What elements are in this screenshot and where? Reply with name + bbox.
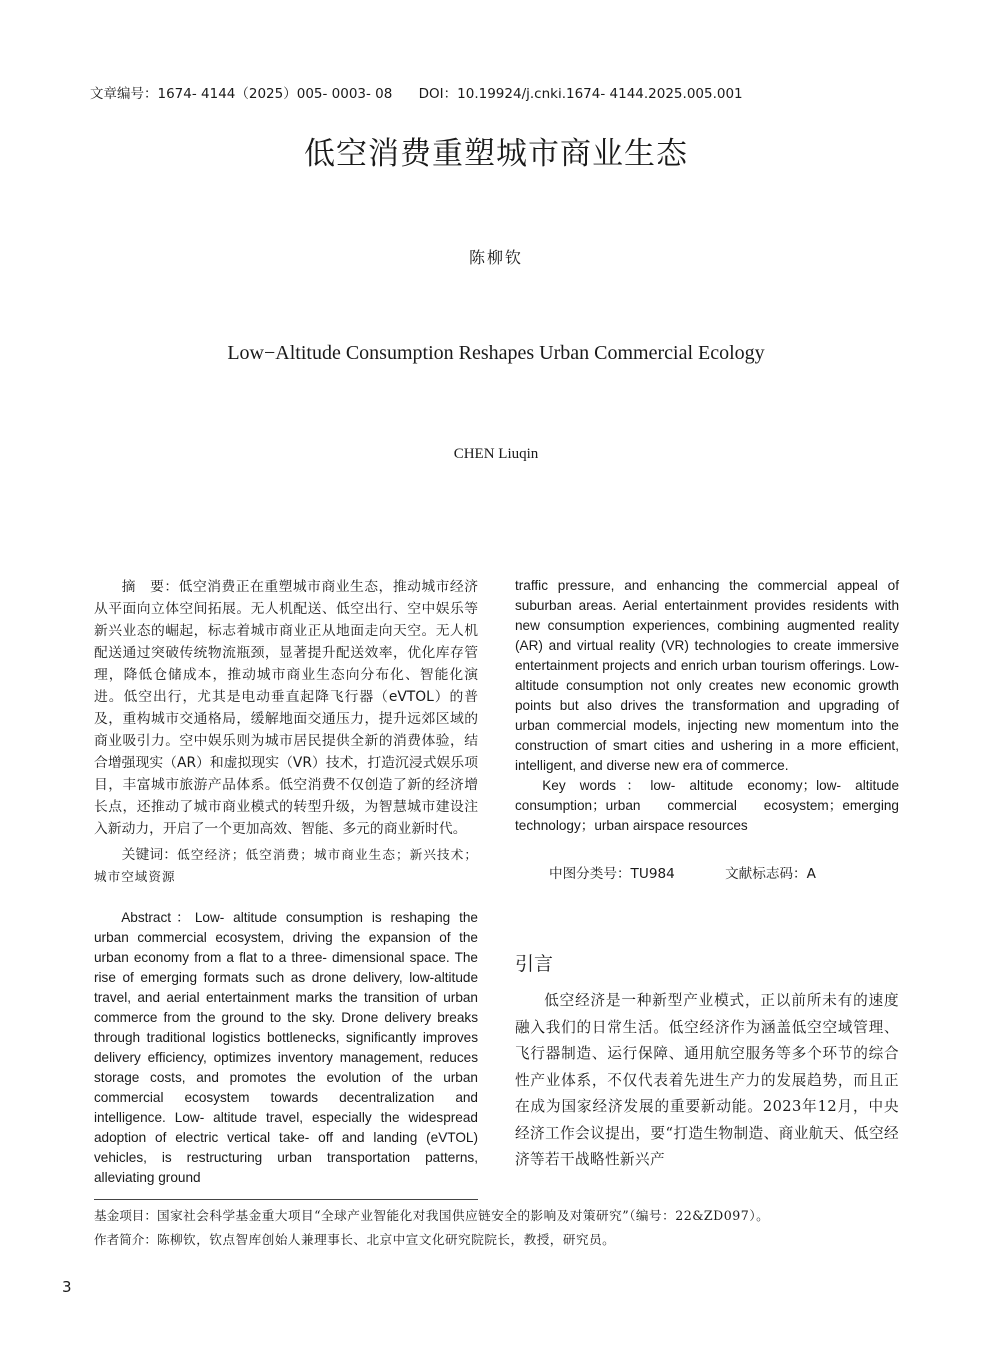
article-meta-line: [90, 82, 743, 102]
author-bio-text: 陈柳钦，钦点智库创始人兼理事长、北京中宣文化研究院院长，教授，研究员。: [156, 1232, 616, 1247]
keywords-en-label: Key words：: [542, 778, 651, 793]
footnote-fund: [94, 1205, 769, 1224]
author-bio-label: 作者简介：: [94, 1232, 157, 1247]
footnote-author: [94, 1229, 615, 1248]
abstract-en-part2: traffic pressure, and enhancing the commercial appeal of suburban areas. Aerial entertainment provides residents with new consumption experiences, combining augmented reality (AR) and virtual reality (VR) technologies to create immersive entertainment projects and enrich urban tourism offerings. Low- altitude consumption not only creates new economic growth points but also drives the transformation and upgrading of urban commercial models, injecting new momentum into the construction of smart cities and ushering in a more efficient, intelligent, and diverse new era of commerce.: [515, 578, 899, 773]
keywords-cn-text: 低空经济；低空消费；城市商业生态；新兴技术；城市空域资源: [94, 847, 479, 884]
page-number: 3: [62, 1278, 72, 1296]
author-en: CHEN Liuqin: [453, 446, 539, 462]
abstract-cn-label: 摘 要：: [121, 579, 179, 595]
abstract-cn: [94, 576, 478, 840]
right-column: [515, 576, 899, 1174]
abstract-cn-text: 低空消费正在重塑城市商业生态，推动城市经济从平面向立体空间拓展。无人机配送、低空出行、空中娱乐等新兴业态的崛起，标志着城市商业正从地面走向天空。无人机配送通过突破传统物流瓶颈，显著提升配送效率，优化库存管理，降低仓储成本，推动城市商业生态向分布化、智能化演进。低空出行，尤其是电动垂直起降飞行器（eVTOL）的普及，重构城市交通格局，缓解地面交通压力，提升远郊区域的商业吸引力。空中娱乐则为城市居民提供全新的消费体验，结合增强现实（AR）和虚拟现实（VR）技术，打造沉浸式娱乐项目，丰富城市旅游产品体系。低空消费不仅创造了新的经济增长点，还推动了城市商业模式的转型升级，为智慧城市建设注入新动力，开启了一个更加高效、智能、多元的商业新时代。: [94, 579, 479, 837]
keywords-en: [515, 776, 899, 836]
document-code: 文献标志码：A: [725, 866, 816, 882]
title-en: Low−Altitude Consumption Reshapes Urban Commercial Ecology: [227, 342, 765, 364]
keywords-cn: [94, 844, 478, 888]
section-heading-intro: 引言: [515, 953, 554, 975]
abstract-en-part1: [94, 908, 478, 1188]
abstract-en-label: Abstract：: [121, 910, 195, 925]
abstract-en-text-left: Low- altitude consumption is reshaping the urban commercial ecosystem, driving the expansion of the urban economy from a flat to a three- dimensional space. The rise of emerging formats such as drone delivery, low-altitude travel, and aerial entertainment marks the transition of urban commerce from the ground to the sky. Drone delivery breaks through traditional logistics bottlenecks, significantly improves delivery efficiency, optimizes inventory management, reduces storage costs, and promotes the evolution of the urban commercial ecosystem towards decentralization and intelligence. Low- altitude travel, especially the widespread adoption of electric vertical take- off and landing (eVTOL) vehicles, is restructuring urban transportation patterns, alleviating ground: [94, 910, 478, 1185]
fund-label: 基金项目：: [94, 1208, 157, 1223]
title-cn: 低空消费重塑城市商业生态: [304, 136, 688, 172]
left-column: [94, 576, 478, 1188]
doi: DOI：10.19924/j.cnki.1674- 4144.2025.005.001: [418, 86, 743, 102]
classification-line: [515, 864, 899, 884]
keywords-en-text: low- altitude economy；low- altitude consumption；urban commercial ecosystem；emerging technology；urban airspace resources: [515, 778, 899, 833]
clc-number: 中图分类号：TU984: [549, 866, 675, 882]
article-id: 文章编号：1674- 4144（2025）005- 0003- 08: [90, 86, 393, 102]
footnote-divider: [94, 1199, 478, 1200]
keywords-cn-label: 关键词：: [121, 847, 178, 863]
fund-text: 国家社会科学基金重大项目“全球产业智能化对我国供应链安全的影响及对策研究”（编号：22&ZD097）。: [156, 1208, 770, 1223]
intro-paragraph: 低空经济是一种新型产业模式，正以前所未有的速度融入我们的日常生活。低空经济作为涵盖低空空域管理、飞行器制造、运行保障、通用航空服务等多个环节的综合性产业体系，不仅代表着先进生产力的发展趋势，而且正在成为国家经济发展的重要新动能。2023年12月，中央经济工作会议提出，要“打造生物制造、商业航天、低空经济等若干战略性新兴产: [515, 992, 899, 1168]
author-cn: 陈柳钦: [468, 248, 523, 267]
